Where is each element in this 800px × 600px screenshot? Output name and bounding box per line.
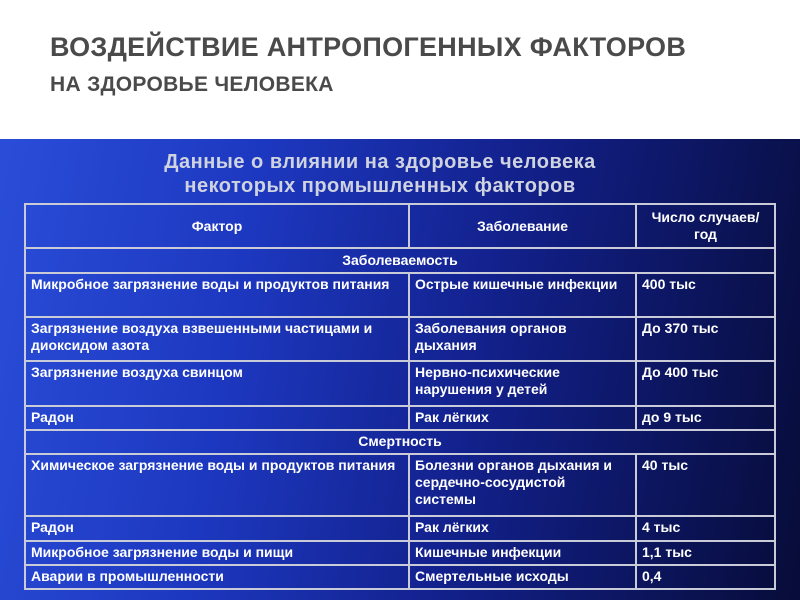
table-row xyxy=(25,273,775,317)
section-row xyxy=(25,430,775,454)
cell-factor: Микробное загрязнение воды и пищи xyxy=(25,541,409,565)
table-row xyxy=(25,565,775,589)
section-row xyxy=(25,248,775,272)
cell-cases: До 370 тыс xyxy=(636,317,775,361)
cell-factor: Аварии в промышленности xyxy=(25,565,409,589)
section-morbidity: Заболеваемость xyxy=(25,248,775,272)
cell-disease: Болезни органов дыхания и сердечно-сосудистой системы xyxy=(409,454,636,516)
cell-disease: Рак лёгких xyxy=(409,406,636,430)
slide-heading xyxy=(50,30,770,99)
table-row xyxy=(25,361,775,405)
cell-disease: Острые кишечные инфекции xyxy=(409,273,636,317)
cell-cases: 4 тыс xyxy=(636,516,775,540)
impact-table xyxy=(24,203,776,590)
cell-factor: Радон xyxy=(25,406,409,430)
cell-factor: Химическое загрязнение воды и продуктов питания xyxy=(25,454,409,516)
cell-cases: 0,4 xyxy=(636,565,775,589)
table-row xyxy=(25,317,775,361)
panel-title-line2: некоторых промышленных факторов xyxy=(184,175,576,197)
cell-disease: Нервно-психические нарушения у детей xyxy=(409,361,636,405)
cell-factor: Загрязнение воздуха взвешенными частицами и диоксидом азота xyxy=(25,317,409,361)
cell-factor: Загрязнение воздуха свинцом xyxy=(25,361,409,405)
cell-cases: 400 тыс xyxy=(636,273,775,317)
table-header-row xyxy=(25,204,775,248)
table-row xyxy=(25,516,775,540)
cell-disease: Смертельные исходы xyxy=(409,565,636,589)
cell-factor: Радон xyxy=(25,516,409,540)
header-factor: Фактор xyxy=(25,204,409,248)
cell-factor: Микробное загрязнение воды и продуктов питания xyxy=(25,273,409,317)
table-row xyxy=(25,406,775,430)
cell-cases: До 400 тыс xyxy=(636,361,775,405)
cell-cases: до 9 тыс xyxy=(636,406,775,430)
table-row xyxy=(25,454,775,516)
section-mortality: Смертность xyxy=(25,430,775,454)
table-row xyxy=(25,541,775,565)
cell-disease: Заболевания органов дыхания xyxy=(409,317,636,361)
cell-disease: Рак лёгких xyxy=(409,516,636,540)
cell-cases: 40 тыс xyxy=(636,454,775,516)
panel-title xyxy=(0,150,760,198)
panel-title-line1: Данные о влиянии на здоровье человека xyxy=(164,151,596,173)
cell-cases: 1,1 тыс xyxy=(636,541,775,565)
heading-line2: НА ЗДОРОВЬЕ ЧЕЛОВЕКА xyxy=(50,73,334,96)
heading-line1: ВОЗДЕЙСТВИЕ АНТРОПОГЕННЫХ ФАКТОРОВ xyxy=(50,32,687,62)
header-cases: Число случаев/год xyxy=(636,204,775,248)
cell-disease: Кишечные инфекции xyxy=(409,541,636,565)
header-disease: Заболевание xyxy=(409,204,636,248)
